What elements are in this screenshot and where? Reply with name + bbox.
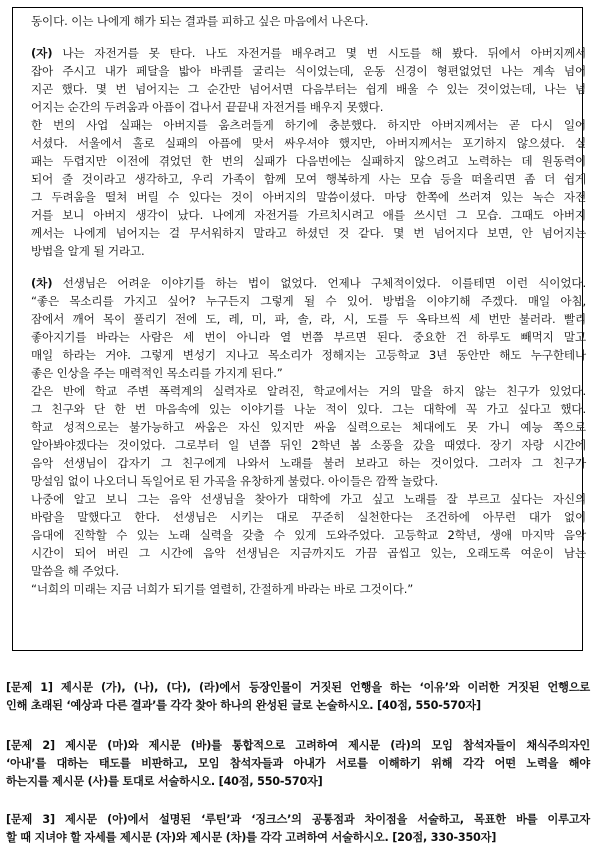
passage-line: 말씀을 해 주었다. bbox=[31, 564, 119, 578]
section-label-ja: (자) bbox=[31, 46, 53, 60]
passage-line: 동이다. 이는 나에게 해가 되는 결과를 피하고 싶은 마음에서 나온다. bbox=[31, 14, 369, 28]
question-line: 인해 초래된 ‘예상과 다른 결과’를 각각 찾아 하나의 완성된 글로 논술하시오. [40점, 550-570자] bbox=[6, 699, 481, 712]
passage-line: 같은 반에 학교 주변 폭력계의 실력자로 알려진, 학교에서는 거의 말을 하지 않는 친구가 있었다. bbox=[31, 384, 586, 398]
passage-line: 좋아지기를 바라는 사람은 세 번이 아니라 열 번쯤 부르면 된다. 중요한 건 하루도 빼먹지 말고 bbox=[31, 330, 586, 344]
passage-line: 한 번의 사업 실패는 아버지를 움츠러들게 하기에 충분했다. 하지만 아버지께서는 곧 다시 일어 bbox=[31, 118, 586, 132]
passage-line: 매일 하라는 거야. 그렇게 변성기 지나고 목소리가 정해지는 고등학교 3년 동안만 해도 누구한테나 bbox=[31, 348, 586, 362]
passage-line: 음악 선생님이 갑자기 그 친구에게 나와서 노래를 불러 보라고 하는 것이었다. 그러자 그 친구가 bbox=[31, 456, 586, 470]
passage-line: “좋은 목소리를 가지고 싶어? 누구든지 그렇게 될 수 있어. 방법을 이야기해 주겠다. 매일 아침, bbox=[31, 294, 586, 308]
passage-line: 지곤 했다. 몇 번 넘어지는 그 순간만 넘어서면 다음부터는 쉽게 배울 수 있는 것이었는데, 나는 넘 bbox=[31, 82, 586, 96]
passage-line: (차) 선생님은 어려운 이야기를 하는 법이 없었다. 언제나 구체적이었다. 이를테면 이런 식이었다. bbox=[31, 276, 586, 290]
passage-line: 그 두려움을 떨쳐 버릴 수 있다는 것이 아버지의 말씀이셨다. 마당 한쪽에 쓰러져 있는 녹슨 자전 bbox=[31, 190, 586, 204]
question-line: ‘아내’를 대하는 태도를 비판하고, 모임 참석자들과 아내가 서로를 이해하기 위해 각각 어떤 노력을 해야 bbox=[6, 757, 590, 770]
passage-line: 그 친구와 단 한 번 마음속에 있는 이야기를 나눈 적이 있다. 그는 대학에 꼭 가고 싶다고 했다. bbox=[31, 402, 586, 416]
passage-line: 망설임 없이 나오더니 독일어로 된 가곡을 유창하게 불렀다. 아이들은 깜짝 놀랐다. bbox=[31, 474, 439, 488]
passage-line: 거를 보니 아버지 생각이 났다. 나에게 자전거를 가르치시려고 애를 쓰시던 그 모습. 그때도 아버지 bbox=[31, 208, 586, 222]
passage-line: 패는 두렵지만 이전에 겪었던 한 번의 실패가 다음번에는 실패하지 않으려고 노력하는 데 원동력이 bbox=[31, 154, 586, 168]
passage-line: 좋은 인상을 주는 매력적인 목소리를 가지게 된다.” bbox=[31, 366, 283, 380]
passage-line: 알아봐야겠다는 것이었다. 그로부터 일 년쯤 뒤인 2학년 봄 소풍을 갔을 때였다. 장기 자랑 시간에 bbox=[31, 438, 586, 452]
passage-line: 학교 성적으로는 불가능하고 싸움은 자신 있지만 싸움 실력으로는 체대에도 못 가니 예능 쪽으로 bbox=[31, 420, 586, 434]
passage-line: 바람을 말했다고 한다. 선생님은 시키는 대로 꾸준히 실천한다는 조건하에 아무런 대가 없이 bbox=[31, 510, 586, 524]
question-line: [문제 3] 제시문 (아)에서 설명된 ‘루틴’과 ‘징크스’의 공통점과 차이점을 서술하고, 목표한 바를 이루고자 bbox=[6, 813, 590, 826]
passage-line: 되어 줄 것이라고 생각하고, 우리 가족이 함께 모여 행복하게 사는 모습 등을 떠올리면 좀 더 쉽게 bbox=[31, 172, 586, 186]
passage-line: 잡아 주시고 내가 페달을 밟아 바퀴를 굴리는 식이었는데, 운동 신경이 형편없었던 나는 계속 넘어 bbox=[31, 64, 586, 78]
question-line: [문제 1] 제시문 (가), (나), (다), (라)에서 등장인물이 거짓된 언행을 하는 ‘이유’와 이러한 거짓된 언행으로 bbox=[6, 681, 590, 694]
passage-line: 어지는 순간의 두려움과 아픔이 겁나서 끝끝내 자전거를 배우지 못했다. bbox=[31, 100, 384, 114]
passage-line: 시간이 되어 버린 그 시간에 음악 선생님은 지금까지도 가끔 곱씹고 있는, 오래도록 여운이 남는 bbox=[31, 546, 586, 560]
section-label-cha: (차) bbox=[31, 276, 53, 290]
passage-box bbox=[12, 7, 586, 651]
question-line: [문제 2] 제시문 (마)와 제시문 (바)를 통합적으로 고려하여 제시문 (라)의 모임 참석자들이 채식주의자인 bbox=[6, 739, 590, 752]
passage-line: “너희의 미래는 지금 너희가 되기를 열렬히, 간절하게 바라는 바로 그것이다.” bbox=[31, 582, 414, 596]
passage-line: 방법을 알게 될 거라고. bbox=[31, 244, 145, 258]
passage-line: 서셨다. 서울에서 홀로 실패의 아픔에 맞서 싸우셔야 했지만, 아버지께서는 포기하지 않으셨다. 실 bbox=[31, 136, 586, 150]
passage-line: 께서는 나에게 넘어지는 걸 무서워하지 말라고 하셨던 것 같다. 몇 번 넘어지다 보면, 안 넘어지는 bbox=[31, 226, 586, 240]
passage-line: 나중에 알고 보니 그는 음악 선생님을 찾아가 대학에 가고 싶고 노래를 잘 부르고 싶다는 자신의 bbox=[31, 492, 586, 506]
passage-line: 잠에서 깨어 목이 풀리기 전에 도, 레, 미, 파, 솔, 라, 시, 도를 두 옥타브씩 세 번만 불러라. 빨리 bbox=[31, 312, 586, 326]
passage-line: (자) 나는 자전거를 못 탄다. 나도 자전거를 배우려고 몇 번 시도를 해 봤다. 뒤에서 아버지께서 bbox=[31, 46, 586, 60]
passage-line: 음대에 진학할 수 있는 노래 실력을 갖출 수 있게 도와주었다. 고등학교 2학년, 생애 마지막 음악 bbox=[31, 528, 586, 542]
question-line: 하는지를 제시문 (사)를 토대로 서술하시오. [40점, 550-570자] bbox=[6, 775, 323, 788]
question-line: 할 때 지녀야 할 자세를 제시문 (자)와 제시문 (차)를 각각 고려하여 서술하시오. [20점, 330-350자] bbox=[6, 831, 497, 844]
